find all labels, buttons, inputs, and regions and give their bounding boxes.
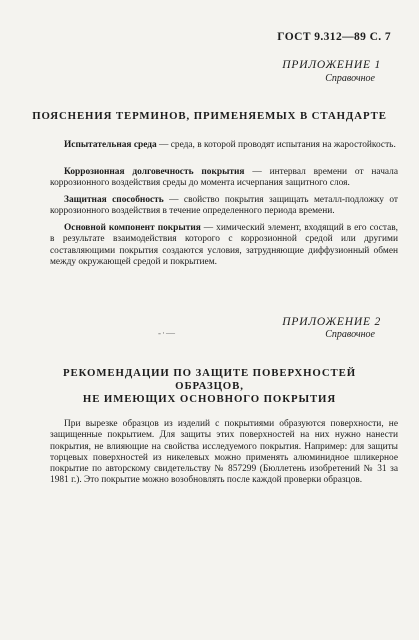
term-paragraph (50, 167, 398, 190)
appendix-2-heading-line-1: РЕКОМЕНДАЦИИ ПО ЗАЩИТЕ ПОВЕРХНОСТЕЙ ОБРАЗЦОВ, (62, 367, 357, 392)
appendix-1-subtitle: Справочное (325, 73, 375, 84)
appendix-2-subtitle: Справочное (325, 329, 375, 340)
term-name: Испытательная среда (64, 140, 157, 150)
term-name: Основной компонент покрытия (64, 223, 201, 233)
term-name: Коррозионная долговечность покрытия (64, 167, 245, 177)
term-definition: — свойство покрытия защищать металл-подложку от коррозионного воздействия в течение определенного периода времени. (50, 195, 398, 217)
print-smudge: -·— (158, 328, 176, 338)
page-header: ГОСТ 9.312—89 С. 7 (277, 31, 391, 43)
recommendation-paragraph (50, 419, 398, 487)
term-paragraph (50, 140, 398, 151)
term-paragraph (50, 223, 398, 268)
term-paragraph (50, 195, 398, 218)
term-definition: — химический элемент, входящий в его состав, в результате взаимодействия которого с коррозионной средой или другими составляющими покрытия создаются условия, затрудняющие диффузионный обмен между окружающей средой и покрытием. (50, 223, 398, 267)
appendix-1-heading: ПОЯСНЕНИЯ ТЕРМИНОВ, ПРИМЕНЯЕМЫХ В СТАНДАРТЕ (32, 110, 387, 122)
appendix-2-heading (30, 367, 389, 406)
appendix-2-title: ПРИЛОЖЕНИЕ 2 (282, 316, 381, 328)
recommendation-text: При вырезке образцов из изделий с покрытиями образуются поверхности, не защищенные покрытием. Для защиты этих поверхностей на них нужно нанести покрытия, не влияющие на свойства исследуемого покрытия. Например: для защиты торцевых поверхностей из никелевых можно применять алюминидное шликерное покрытие по авторскому свидетельству № 857299 (Бюллетень изобретений № 31 за 1981 г.). Это покрытие можно возобновлять после каждой проверки образцов. (50, 419, 398, 486)
term-definition: — интервал времени от начала коррозионного воздействия среды до момента исчерпания защитного слоя. (50, 167, 398, 189)
appendix-2-heading-line-2: НЕ ИМЕЮЩИХ ОСНОВНОГО ПОКРЫТИЯ (82, 393, 337, 405)
term-definition: — среда, в которой проводят испытания на жаростойкость. (156, 140, 396, 150)
appendix-1-title: ПРИЛОЖЕНИЕ 1 (282, 59, 381, 71)
term-name: Защитная способность (64, 195, 164, 205)
